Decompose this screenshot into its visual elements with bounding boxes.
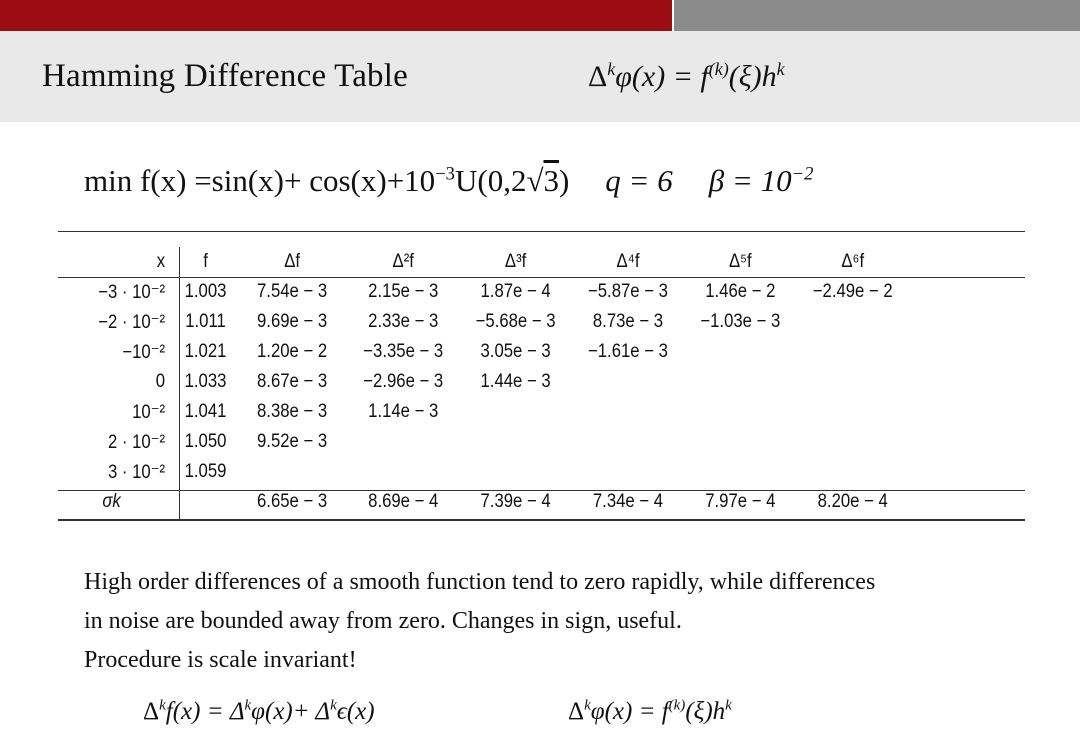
smooth-difference-formula: $\Delta^k\varphi(x) = f^{(k)}(\xi)h^k$: [568, 697, 732, 725]
top-bar-gray-segment: [674, 0, 1080, 31]
cell: −5.68e − 3: [475, 311, 556, 332]
explanation-line-1: High order differences of a smooth function tend to zero rapidly, while differences: [84, 569, 876, 595]
cell: 2.15e − 3: [368, 281, 439, 302]
cell: 2 · 10⁻²: [107, 431, 166, 453]
cell: [572, 427, 684, 457]
cell: 8.69e − 4: [368, 491, 439, 512]
cell: [572, 397, 684, 427]
sigma-label: σk: [102, 491, 121, 512]
cell: 8.20e − 4: [817, 491, 888, 512]
cell: 8.73e − 3: [592, 311, 664, 332]
cell: [684, 367, 796, 397]
beta-parameter: $\beta = 10^{-2}$: [708, 163, 814, 198]
cell: [684, 337, 796, 367]
cell: 1.050: [184, 431, 227, 452]
table-row: [58, 277, 909, 307]
header-d1: Δf: [284, 251, 301, 272]
cell: 1.44e − 3: [480, 371, 551, 392]
cell: [797, 337, 909, 367]
table-row: [58, 427, 909, 457]
table-row: [58, 367, 909, 397]
cell: 8.67e − 3: [257, 371, 328, 392]
header-d6: Δ⁶f: [841, 251, 865, 272]
explanation-line-3: Procedure is scale invariant!: [84, 647, 357, 673]
slide-title: Hamming Difference Table: [42, 58, 408, 94]
explanation-line-2: in noise are bounded away from zero. Changes in sign, useful.: [84, 608, 682, 634]
cell: [572, 457, 684, 487]
table-top-rule: [58, 231, 1025, 232]
cell: 10⁻²: [132, 401, 166, 423]
cell: 7.34e − 4: [592, 491, 664, 512]
cell: 1.011: [185, 311, 226, 332]
header-d4: Δ⁴f: [616, 251, 640, 272]
cell: [684, 397, 796, 427]
header-f: f: [203, 251, 208, 272]
header-d5: Δ⁵f: [728, 251, 752, 272]
cell: 7.39e − 4: [480, 491, 551, 512]
top-bar-red-segment: [0, 0, 672, 31]
noise-decomposition-formula: $\Delta^kf(x) = \Delta^k\varphi(x)+ \Delta^k\epsilon(x)$: [143, 697, 375, 725]
cell: 3.05e − 3: [480, 341, 551, 362]
cell: −2 · 10⁻²: [98, 311, 166, 333]
header-x: x: [156, 251, 166, 272]
header-d2: Δ²f: [392, 251, 414, 272]
table-row: [58, 457, 909, 487]
sigma-row: [58, 487, 909, 517]
cell: −5.87e − 3: [587, 281, 668, 302]
difference-table-grid: [58, 247, 909, 517]
cell: 1.003: [184, 281, 227, 302]
cell: [459, 457, 571, 487]
cell: 1.041: [184, 401, 227, 422]
header-d3: Δ³f: [504, 251, 527, 272]
cell: [684, 457, 796, 487]
header-formula: $\Delta^k\varphi(x) = f^{(k)}(\xi)h^k$: [588, 59, 785, 93]
cell: 1.021: [184, 341, 227, 362]
cell: [459, 427, 571, 457]
cell: [797, 367, 909, 397]
top-accent-bar: [0, 0, 1080, 31]
cell: 8.38e − 3: [257, 401, 328, 422]
cell: 1.14e − 3: [368, 401, 439, 422]
cell: 9.69e − 3: [257, 311, 328, 332]
cell: 0: [155, 371, 166, 392]
cell: 1.46e − 2: [705, 281, 776, 302]
table-bottom-rule: [58, 519, 1025, 521]
cell: −2.96e − 3: [363, 371, 444, 392]
cell: [797, 457, 909, 487]
cell: [797, 427, 909, 457]
table-header-row: [58, 247, 909, 277]
cell: [347, 427, 459, 457]
table-row: [58, 397, 909, 427]
cell: [684, 427, 796, 457]
cell: 7.54e − 3: [257, 281, 328, 302]
cell: [174, 487, 237, 517]
table-row: [58, 337, 909, 367]
cell: [347, 457, 459, 487]
cell: 6.65e − 3: [257, 491, 328, 512]
cell: 2.33e − 3: [368, 311, 439, 332]
table-row: [58, 307, 909, 337]
cell: −1.03e − 3: [700, 311, 781, 332]
cell: [572, 367, 684, 397]
cell: 1.033: [184, 371, 227, 392]
cell: 1.20e − 2: [257, 341, 328, 362]
cell: 1.059: [184, 461, 227, 482]
cell: [459, 397, 571, 427]
explanation-text: [84, 563, 875, 680]
cell: 3 · 10⁻²: [107, 461, 166, 483]
cell: 1.87e − 4: [480, 281, 551, 302]
cell: [237, 457, 347, 487]
q-parameter: q = 6: [605, 163, 673, 198]
cell: −2.49e − 2: [812, 281, 893, 302]
problem-statement: $\min f(x) =\sin(x)+ \cos(x)+10^{-3}U(0,2√3) q = 6$ $\beta = 10^{-2}$: [84, 163, 814, 198]
cell: −1.61e − 3: [587, 341, 668, 362]
cell: 9.52e − 3: [257, 431, 328, 452]
cell: 7.97e − 4: [705, 491, 776, 512]
cell: [797, 397, 909, 427]
cell: −3 · 10⁻²: [98, 281, 166, 303]
cell: [797, 307, 909, 337]
cell: −3.35e − 3: [363, 341, 444, 362]
cell: −10⁻²: [122, 341, 166, 363]
